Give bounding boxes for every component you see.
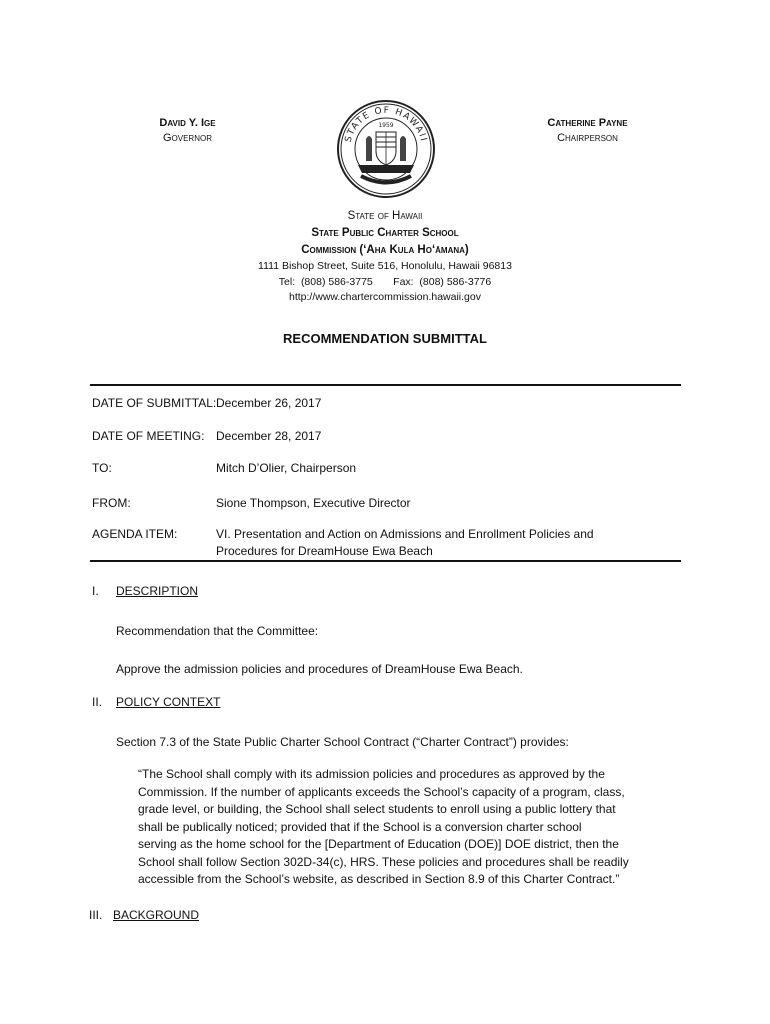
section-2-paragraph-1: Section 7.3 of the State Public Charter School Contract (“Charter Contract”) provides: (116, 735, 569, 749)
contract-quote (138, 766, 653, 889)
submittal-label: DATE OF SUBMITTAL: (92, 396, 217, 410)
agency-state: State of Hawaii (347, 210, 423, 222)
section-2-title: POLICY CONTEXT (116, 695, 221, 709)
agency-block (0, 208, 770, 306)
section-3-number: III. (89, 908, 103, 922)
document-title: RECOMMENDATION SUBMITTAL (283, 331, 487, 346)
chairperson-block (540, 116, 635, 146)
section-1-paragraph-2: Approve the admission policies and procedures of DreamHouse Ewa Beach. (116, 662, 523, 676)
agency-website[interactable]: http://www.chartercommission.hawaii.gov (289, 291, 481, 303)
agenda-line2: Procedures for DreamHouse Ewa Beach (216, 544, 433, 558)
governor-block (150, 116, 225, 146)
quote-line: School shall follow Section 302D-34(c), HRS. These policies and procedures shall be readily (138, 854, 629, 869)
quote-line: “The School shall comply with its admission policies and procedures as approved by the (138, 767, 605, 781)
section-3-title: BACKGROUND (113, 908, 200, 922)
section-1-number: I. (92, 584, 99, 598)
governor-title: Governor (162, 132, 212, 144)
agenda-label: AGENDA ITEM: (92, 527, 178, 541)
meeting-value: December 28, 2017 (216, 429, 322, 443)
agency-name-line1: State Public Charter School (311, 227, 459, 239)
state-of-hawaii-seal-icon (336, 99, 436, 199)
seal-text: STATE OF HAWAII (343, 105, 429, 144)
submittal-value: December 26, 2017 (216, 396, 322, 410)
seal-year: 1959 (378, 122, 394, 129)
meeting-label: DATE OF MEETING: (92, 429, 205, 443)
quote-line: accessible from the School’s website, as described in Section 8.9 of this Charter Contract.” (138, 872, 620, 886)
from-value: Sione Thompson, Executive Director (216, 496, 411, 510)
section-2-number: II. (92, 695, 103, 709)
quote-line: grade level, or building, the School shall select students to enroll using a public lottery that (138, 802, 616, 816)
quote-line: shall be publically noticed; provided that if the School is a conversion charter school (138, 819, 582, 834)
to-value: Mitch D’Olier, Chairperson (216, 461, 357, 475)
top-divider (90, 384, 681, 386)
section-1-paragraph-1: Recommendation that the Committee: (116, 624, 319, 638)
governor-name: David Y. Ige (159, 117, 216, 129)
agency-address: 1111 Bishop Street, Suite 516, Honolulu, Hawaii 96813 (258, 260, 512, 272)
section-1-title: DESCRIPTION (116, 584, 199, 598)
quote-line: serving as the home school for the [Department of Education (DOE)] DOE district, then the (138, 837, 619, 851)
to-label: TO: (92, 461, 112, 475)
chairperson-name: Catherine Payne (547, 117, 628, 129)
agency-phone: Tel: (808) 586-3775 Fax: (808) 586-3776 (278, 275, 492, 288)
bottom-divider (90, 560, 681, 562)
chairperson-title: Chairperson (557, 132, 618, 144)
from-label: FROM: (92, 496, 131, 510)
quote-line: Commission. If the number of applicants exceeds the School’s capacity of a program, class, (138, 784, 625, 799)
agenda-line1: VI. Presentation and Action on Admissions and Enrollment Policies and (216, 527, 594, 541)
agency-name-line2: Commission (ʻAha Kula Hoʻāmana) (301, 244, 469, 256)
